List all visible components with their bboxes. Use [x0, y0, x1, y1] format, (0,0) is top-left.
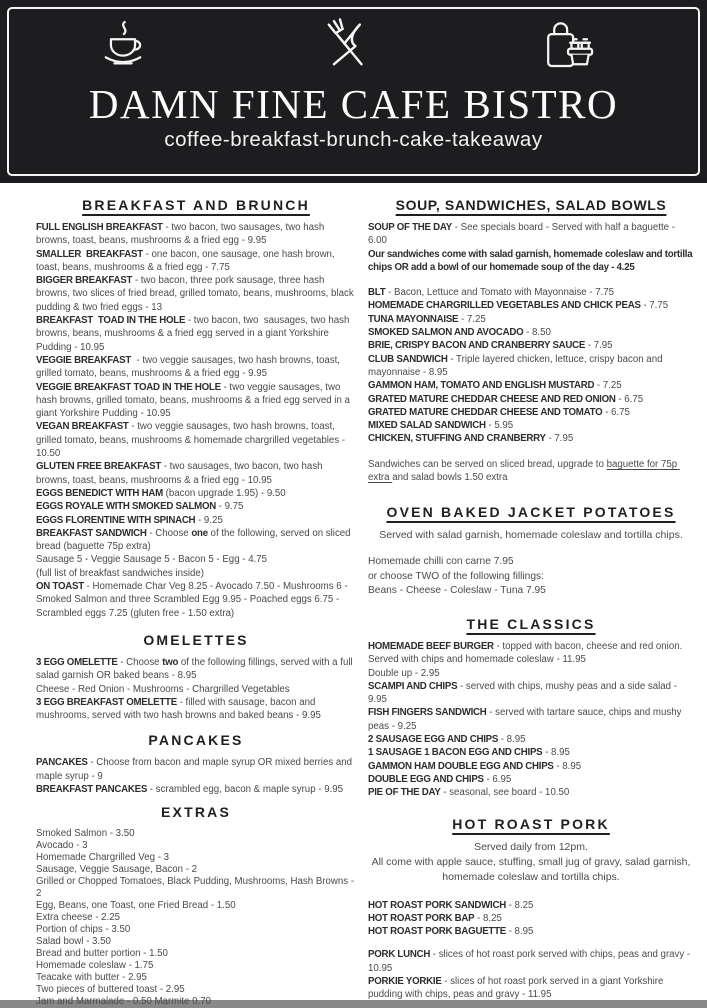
section-heading-text: OVEN BAKED JACKET POTATOES [386, 504, 676, 521]
item-text: Bread and butter portion - 1.50 [36, 948, 168, 960]
menu-column-left [36, 189, 356, 1008]
item-text: Jam and Marmalade - 0.50 Marmite 0.70 [36, 996, 211, 1008]
item-text: - topped with bacon, cheese and red onion. Served with chips and homemade coleslaw - 11.95 [368, 640, 685, 666]
item-name: 3 EGG OMELETTE [36, 656, 118, 668]
section-heading-text: SOUP, SANDWICHES, SALAD BOWLS [395, 197, 667, 213]
menu-item [36, 996, 356, 1008]
item-name: EGGS BENEDICT WITH HAM [36, 487, 163, 499]
menu-item [368, 773, 694, 786]
item-name: GAMMON HAM DOUBLE EGG AND CHIPS [368, 760, 554, 772]
item-name: GRATED MATURE CHEDDAR CHEESE AND RED ONION [368, 393, 616, 405]
item-text: Smoked Salmon - 3.50 [36, 828, 135, 840]
item-name: VEGGIE BREAKFAST [36, 354, 132, 366]
item-name: PIE OF THE DAY [368, 787, 441, 799]
menu-item [36, 840, 356, 852]
item-name: HOMEMADE BEEF BURGER [368, 640, 494, 652]
section-soup-sandwiches-salad-bowls [368, 195, 694, 484]
menu-item [368, 299, 694, 312]
menu-item [36, 960, 356, 972]
menu-item [36, 783, 356, 796]
item-name: BLT [368, 287, 386, 299]
item-text: - filled with sausage, bacon and mushrooms, served with two hash browns and baked beans - 9.95 [36, 696, 321, 722]
menu-item [36, 248, 356, 275]
menu-item [36, 500, 356, 513]
section-heading-text: PANCAKES [148, 732, 244, 749]
item-name: MIXED SALAD SANDWICH [368, 420, 486, 432]
menu-item [36, 948, 356, 960]
item-text: Avocado - 3 [36, 840, 88, 852]
menu-item [368, 925, 694, 938]
item-name: 2 SAUSAGE EGG AND CHIPS [368, 734, 499, 746]
menu-item [368, 432, 694, 445]
menu-item [368, 419, 694, 432]
section-the-classics [368, 614, 694, 800]
takeaway-bag-icon [537, 16, 599, 78]
section-heading-text: EXTRAS [161, 804, 231, 821]
menu-header [0, 0, 707, 183]
item-name: HOMEMADE CHARGRILLED VEGETABLES AND CHICK PEAS [368, 300, 641, 312]
menu-item [36, 274, 356, 314]
item-text: Homemade Chargrilled Veg - 3 [36, 852, 169, 864]
item-text: All come with apple sauce, stuffing, small jug of gravy, salad garnish, homemade coleslaw and tortilla chips. [371, 855, 694, 883]
coffee-cup-icon [92, 16, 154, 78]
menu-item [368, 948, 694, 975]
section-heading [368, 614, 694, 634]
item-text: - 8.25 [505, 899, 534, 911]
section-hot-roast-pork [368, 814, 694, 1002]
menu-item [36, 580, 356, 620]
menu-item [36, 314, 356, 354]
section-heading-text: HOT ROAST PORK [452, 815, 610, 832]
item-text: Served daily from 12pm. [474, 840, 588, 853]
section-heading [368, 195, 694, 215]
item-name: SMALLER BREAKFAST [36, 248, 143, 260]
item-text: - Homemade Char Veg 8.25 - Avocado 7.50 - Mushrooms 6 - Smoked Salmon and three Scrambled Egg 9.95 - Poached eggs 6.75 - Scrambled eggs 7.25 (gluten free - 1.50 extra) [36, 581, 351, 619]
section-heading-text: OMELETTES [143, 631, 249, 648]
item-name: FISH FINGERS SANDWICH [368, 707, 487, 719]
item-text: - 6.75 [615, 393, 644, 405]
cafe-subtitle: coffee-breakfast-brunch-cake-takeaway [164, 128, 543, 151]
menu-item [368, 339, 694, 352]
item-text: - 6.75 [602, 406, 630, 418]
item-text: of the following, served on sliced bread (baguette 75p extra) [36, 527, 354, 553]
item-text: Grilled or Chopped Tomatoes, Black Pudding, Mushrooms, Hash Browns - 2 [36, 876, 357, 900]
item-text: - served with tartare sauce, chips and mushy peas - 9.25 [368, 707, 685, 732]
menu-item [368, 733, 694, 746]
item-name: Our sandwiches come with salad garnish, homemade coleslaw and tortilla chips OR add a bowl of our homemade soup of the day - 4.25 [368, 248, 695, 273]
item-text: - two veggie sausages, two hash browns, grilled tomato, beans, mushrooms & a fried egg served in a giant Yorkshire Pudding - 10.95 [36, 381, 353, 420]
item-text: - 8.95 [553, 760, 582, 772]
menu-item [368, 912, 694, 925]
item-name: VEGAN BREAKFAST [36, 421, 129, 433]
section-heading-text: BREAKFAST AND BRUNCH [82, 197, 310, 213]
item-text: Sausage 5 - Veggie Sausage 5 - Bacon 5 - Egg - 4.75 [36, 554, 268, 566]
item-text: - 8.50 [523, 327, 551, 339]
menu-item [36, 514, 356, 527]
item-name: GRATED MATURE CHEDDAR CHEESE AND TOMATO [368, 406, 603, 418]
item-text: - 9.25 [195, 514, 223, 526]
item-text: - See specials board - Served with half a baguette - 6.00 [368, 222, 678, 247]
item-name: SMOKED SALMON AND AVOCADO [368, 327, 524, 339]
item-name: BREAKFAST SANDWICH [36, 527, 147, 539]
item-name: CHICKEN, STUFFING AND CRANBERRY [368, 433, 546, 445]
item-text: - 7.25 [594, 380, 622, 392]
item-text: - slices of hot roast pork served with chips, peas and gravy - 10.95 [368, 949, 693, 974]
menu-item [36, 381, 356, 421]
item-text: Extra cheese - 2.25 [36, 912, 121, 924]
item-name: PORKIE YORKIE [368, 976, 442, 987]
section-omelettes [36, 630, 356, 722]
section-heading-text: THE CLASSICS [466, 615, 596, 632]
menu-item [36, 936, 356, 948]
item-name: BIGGER BREAKFAST [36, 275, 133, 287]
section-heading [36, 802, 356, 822]
menu-item [36, 912, 356, 924]
menu-item [368, 458, 694, 485]
menu-item [368, 406, 694, 419]
item-text: - scrambled egg, bacon & maple syrup - 9.95 [147, 783, 344, 795]
menu-item [36, 656, 356, 683]
menu-item [36, 487, 356, 500]
section-breakfast-and-brunch [36, 195, 356, 620]
item-name: CLUB SANDWICH [368, 353, 448, 365]
item-name: EGGS FLORENTINE WITH SPINACH [36, 514, 196, 526]
item-name: PANCAKES [36, 757, 88, 769]
menu-item [36, 553, 356, 566]
section-oven-baked-jacket-potatoes [368, 502, 694, 598]
section-heading [36, 730, 356, 750]
menu-item [368, 326, 694, 339]
item-text: - 5.95 [485, 420, 514, 432]
item-text: - Triple layered chicken, lettuce, crispy bacon and mayonnaise - 8.95 [368, 353, 666, 378]
section-intro [368, 855, 694, 885]
item-name: HOT ROAST PORK BAGUETTE [368, 926, 506, 938]
item-text: - served with chips, mushy peas and a side salad - 9.95 [368, 680, 680, 706]
item-text: - 7.95 [585, 340, 613, 352]
item-name: PORK LUNCH [368, 949, 431, 961]
item-name: FULL ENGLISH BREAKFAST [36, 222, 163, 233]
menu-item [368, 379, 694, 392]
item-text: Teacake with butter - 2.95 [36, 972, 147, 984]
item-text: - two veggie sausages, two hash browns, toast, grilled tomato, beans, mushrooms & homemade chargrilled vegetables - 10.50 [36, 421, 348, 460]
item-name: one [191, 527, 208, 539]
header-icons-row [0, 0, 707, 80]
menu-item [36, 864, 356, 876]
menu-item [36, 972, 356, 984]
item-text: - 8.25 [474, 912, 502, 924]
item-text: - 6.95 [483, 773, 512, 785]
section-heading [36, 630, 356, 650]
item-text: Portion of chips - 3.50 [36, 924, 131, 936]
menu-item [368, 584, 694, 598]
item-text: Salad bowl - 3.50 [36, 936, 111, 948]
item-text: - two bacon, two sausages, two hash browns, toast, beans, mushrooms & a fried egg - 9.95 [36, 222, 327, 247]
menu-item [36, 683, 356, 696]
section-intro [368, 840, 694, 855]
item-text: baguette for 75p extra [368, 458, 680, 484]
menu-item [368, 975, 694, 1002]
item-text: - one bacon, one sausage, one hash brown, toast, beans, mushrooms & a fried egg - 7.75 [36, 248, 338, 273]
item-name: TUNA MAYONNAISE [368, 313, 459, 325]
menu-item [36, 876, 356, 900]
menu-item [36, 567, 356, 580]
item-text: Homemade coleslaw - 1.75 [36, 960, 154, 972]
menu-item [368, 640, 694, 667]
item-text: - Bacon, Lettuce and Tomato with Mayonnaise - 7.75 [385, 287, 615, 299]
item-text: - 7.25 [458, 313, 486, 325]
menu-item [368, 680, 694, 707]
menu-item [36, 756, 356, 783]
menu-item [36, 828, 356, 840]
item-name: VEGGIE BREAKFAST TOAD IN THE HOLE [36, 381, 221, 393]
section-heading [368, 502, 694, 522]
section-heading [36, 195, 356, 215]
item-name: 3 EGG BREAKFAST OMELETTE [36, 696, 177, 708]
item-text: - Choose from bacon and maple syrup OR mixed berries and maple syrup - 9 [36, 757, 355, 782]
cafe-title: DAMN FINE CAFE BISTRO [88, 81, 619, 127]
menu-item [368, 286, 694, 299]
menu-item [36, 527, 356, 554]
item-text: - Choose [117, 656, 163, 668]
item-text: or choose TWO of the following fillings: [368, 570, 544, 582]
menu-item [368, 313, 694, 326]
item-text: - 7.95 [545, 433, 574, 445]
item-text: - two sausages, two bacon, two hash browns, toast, beans, mushrooms & a fried egg - 10.95 [36, 461, 326, 486]
section-heading [368, 814, 694, 834]
item-name: HOT ROAST PORK SANDWICH [368, 899, 506, 911]
menu-item [36, 460, 356, 487]
menu-column-right [368, 189, 694, 1008]
menu-item [368, 555, 694, 569]
item-text: - Choose [146, 527, 192, 539]
menu-item [368, 786, 694, 799]
item-text: Served with salad garnish, homemade coleslaw and tortilla chips. [379, 529, 683, 542]
menu-item [368, 746, 694, 759]
menu-item [368, 706, 694, 733]
section-intro [368, 528, 694, 543]
item-text: of the following fillings, served with a full salad garnish OR baked beans - 8.95 [36, 656, 356, 682]
item-text: Cheese - Red Onion - Mushrooms - Chargrilled Vegetables [36, 683, 290, 695]
menu-item [368, 221, 694, 248]
item-text: - 8.95 [498, 734, 526, 746]
item-name: two [162, 656, 179, 668]
menu-item [368, 353, 694, 380]
item-name: HOT ROAST PORK BAP [368, 912, 475, 924]
item-name: DOUBLE EGG AND CHIPS [368, 773, 484, 785]
item-name: 1 SAUSAGE 1 BACON EGG AND CHIPS [368, 747, 543, 759]
section-pancakes [36, 730, 356, 796]
section-extras [36, 802, 356, 1008]
item-text: (full list of breakfast sandwiches inside) [36, 567, 204, 579]
item-text: - seasonal, see board - 10.50 [440, 787, 570, 799]
menu-item [368, 760, 694, 773]
item-text: Egg, Beans, one Toast, one Fried Bread - 1.50 [36, 900, 236, 912]
item-text: Sausage, Veggie Sausage, Bacon - 2 [36, 864, 198, 876]
item-name: ON TOAST [36, 581, 84, 593]
menu-item [36, 984, 356, 996]
menu-item [36, 852, 356, 864]
menu-item [368, 899, 694, 912]
item-name: GAMMON HAM, TOMATO AND ENGLISH MUSTARD [368, 380, 595, 392]
item-name: BRIE, CRISPY BACON AND CRANBERRY SAUCE [368, 340, 586, 352]
item-name: BREAKFAST PANCAKES [36, 783, 148, 795]
menu-item [36, 354, 356, 381]
item-text: and salad bowls 1.50 extra [392, 472, 508, 484]
item-text: - two bacon, three pork sausage, three hash browns, two slices of fried bread, grilled tomato, beans, mushrooms, black pudding & two fried eggs - 13 [36, 275, 357, 313]
menu-item [36, 900, 356, 912]
item-name: BREAKFAST TOAD IN THE HOLE [36, 315, 186, 327]
menu-item [368, 667, 694, 680]
item-text: - two bacon, two sausages, two hash browns, beans, mushrooms & a fried egg served in a giant Yorkshire Pudding - 10.95 [36, 315, 353, 353]
item-name: EGGS ROYALE WITH SMOKED SALMON [36, 501, 216, 513]
menu-body [0, 183, 707, 1008]
menu-item [368, 570, 694, 584]
item-text: - two veggie sausages, two hash browns, toast, grilled tomato, beans, mushrooms & a fried egg - 9.95 [36, 354, 343, 380]
menu-item [36, 696, 356, 723]
item-text: Two pieces of buttered toast - 2.95 [36, 984, 185, 996]
menu-item [36, 924, 356, 936]
item-text: Double up - 2.95 [368, 667, 440, 679]
item-name: SCAMPI AND CHIPS [368, 680, 458, 692]
menu-item [36, 420, 356, 460]
item-text: Beans - Cheese - Coleslaw - Tuna 7.95 [368, 584, 546, 596]
item-text: - 7.75 [640, 300, 669, 312]
menu-item [368, 393, 694, 406]
item-name: SOUP OF THE DAY [368, 222, 452, 233]
item-text: Sandwiches can be served on sliced bread, upgrade to [368, 458, 607, 470]
crossed-cutlery-icon [315, 16, 377, 78]
item-text: Homemade chilli con carne 7.95 [368, 556, 514, 568]
item-name: GLUTEN FREE BREAKFAST [36, 461, 161, 473]
item-text: - 8.95 [542, 747, 570, 759]
item-text: - 9.75 [215, 501, 244, 513]
item-text: (bacon upgrade 1.95) - 9.50 [162, 487, 286, 499]
item-text: - 8.95 [505, 926, 534, 938]
menu-item [36, 221, 356, 248]
item-text: - slices of hot roast pork served in a giant Yorkshire pudding with chips, peas and gravy - 11.95 [368, 976, 667, 1001]
menu-item [368, 248, 694, 275]
